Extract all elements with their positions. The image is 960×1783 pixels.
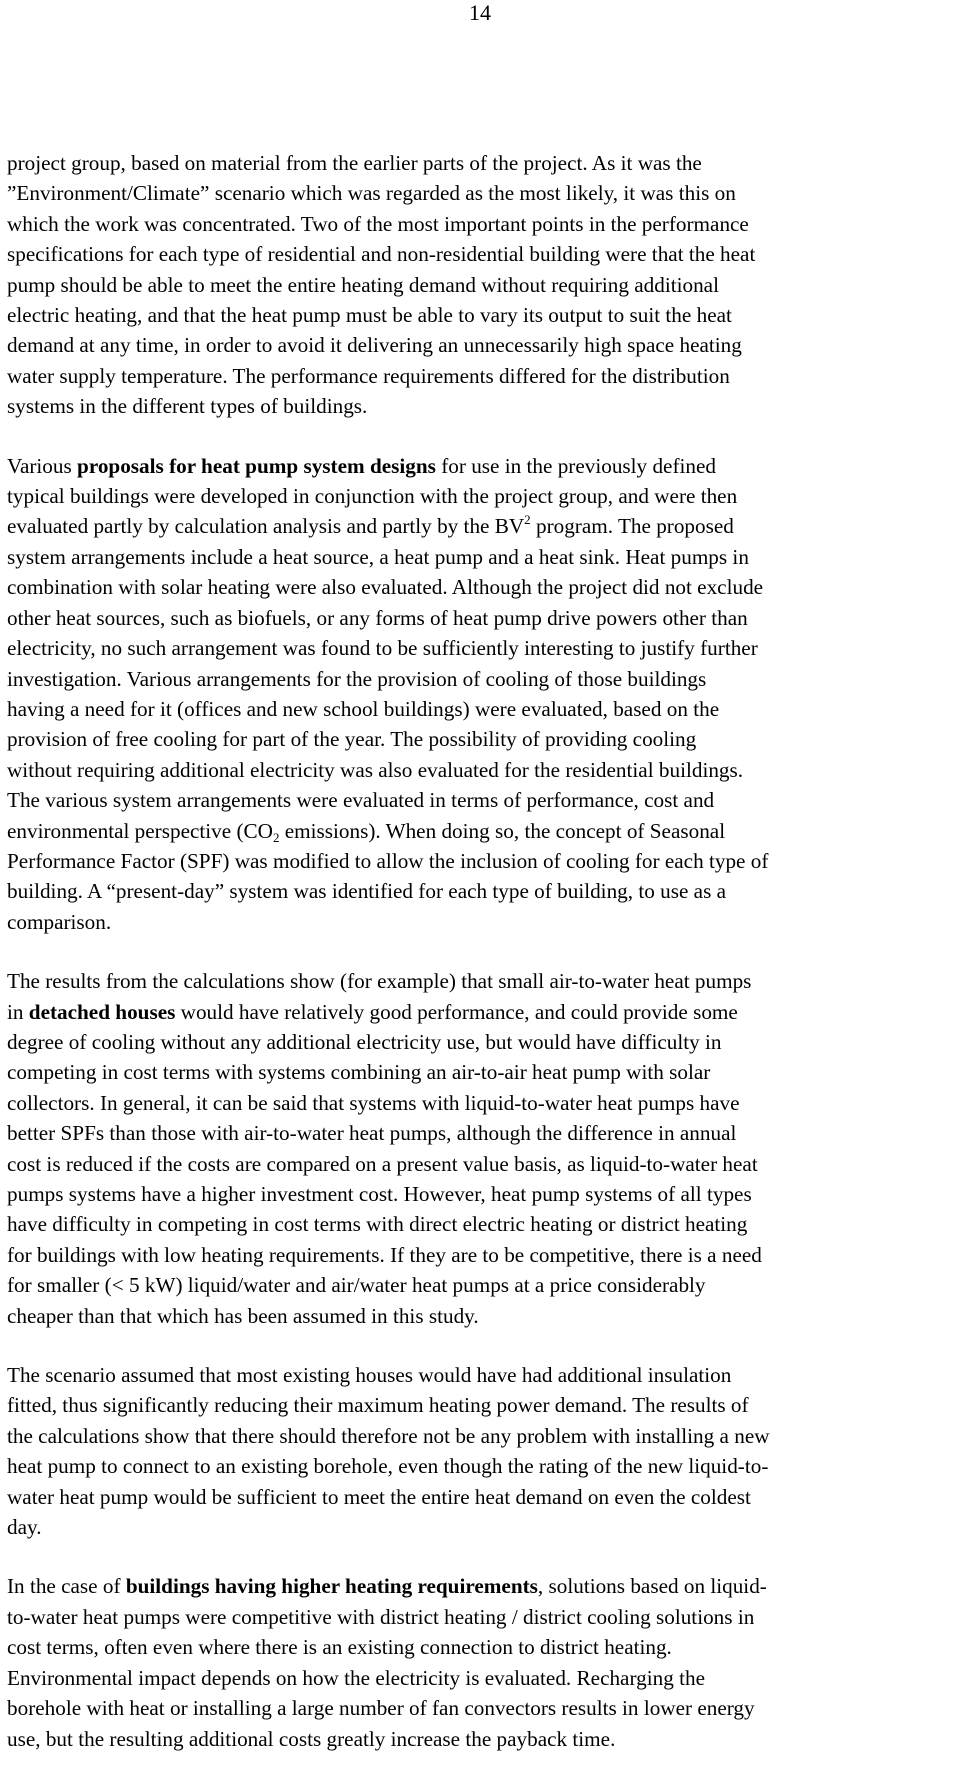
para-text: evaluated partly by calculation analysis and partly by the BV <box>7 514 525 539</box>
para-line: better SPFs than those with air-to-water heat pumps, although the difference in annual <box>7 1121 737 1146</box>
para-line: pumps systems have a higher investment cost. However, heat pump systems of all types <box>7 1182 752 1206</box>
para-line: electricity, no such arrangement was found to be sufficiently interesting to justify further <box>7 636 758 661</box>
para-line: cost is reduced if the costs are compared on a present value basis, as liquid-to-water heat <box>7 1151 758 1176</box>
para-line: have difficulty in competing in cost terms with direct electric heating or district heating <box>7 1212 748 1237</box>
para-line: heat pump to connect to an existing borehole, even though the rating of the new liquid-to- <box>7 1454 769 1479</box>
para-text: environmental perspective (CO <box>7 818 273 843</box>
para-line: water heat pump would be sufficient to meet the entire heat demand on even the coldest <box>7 1484 751 1509</box>
para-line: ”Environment/Climate” scenario which was regarded as the most likely, it was this on <box>7 181 736 206</box>
para-line: day. <box>7 1515 42 1540</box>
para-line: combination with solar heating were also evaluated. Although the project did not exclude <box>7 575 764 600</box>
para-line: pump should be able to meet the entire heating demand without requiring additional <box>7 272 719 297</box>
para-line: specifications for each type of residential and non-residential building were that the heat <box>7 242 756 267</box>
superscript: 2 <box>524 512 531 528</box>
para-text: In the case of <box>7 1574 126 1599</box>
bold-phrase: detached houses <box>28 999 176 1024</box>
page-number: 14 <box>469 0 491 25</box>
para-text: for use in the previously defined <box>435 453 716 478</box>
para-line: for buildings with low heating requirements. If they are to be competitive, there is a need <box>7 1242 762 1267</box>
para-line: The results from the calculations show (for example) that small air-to-water heat pumps <box>7 969 752 994</box>
para-line: to-water heat pumps were competitive with district heating / district cooling solutions in <box>7 1604 755 1629</box>
para-text: Various <box>7 453 78 478</box>
para-line: comparison. <box>7 909 112 934</box>
para-text: emissions). When doing so, the concept of Seasonal <box>279 818 726 843</box>
para-line: fitted, thus significantly reducing their maximum heating power demand. The results of <box>7 1393 749 1418</box>
para-line: typical buildings were developed in conjunction with the project group, and were then <box>7 484 738 509</box>
para-line: system arrangements include a heat source, a heat pump and a heat sink. Heat pumps in <box>7 544 749 569</box>
para-text: program. The proposed <box>530 514 734 539</box>
para-line: having a need for it (offices and new school buildings) were evaluated, based on the <box>7 696 720 721</box>
paragraph-3 <box>7 966 957 1331</box>
para-line: collectors. In general, it can be said that systems with liquid-to-water heat pumps have <box>7 1090 740 1115</box>
paragraph-4 <box>7 1360 957 1542</box>
para-line: without requiring additional electricity was also evaluated for the residential buildings. <box>7 757 744 782</box>
paragraph-5 <box>7 1571 957 1753</box>
para-line: water supply temperature. The performance requirements differed for the distribution <box>7 363 730 388</box>
para-line: Performance Factor (SPF) was modified to allow the inclusion of cooling for each type of <box>7 848 769 873</box>
para-line: demand at any time, in order to avoid it delivering an unnecessarily high space heating <box>7 333 742 358</box>
para-line: competing in cost terms with systems combining an air-to-air heat pump with solar <box>7 1060 711 1085</box>
bold-phrase: proposals for heat pump system designs <box>77 453 436 478</box>
para-line: The scenario assumed that most existing houses would have had additional insulation <box>7 1363 732 1388</box>
para-line: which the work was concentrated. Two of the most important points in the performance <box>7 211 749 236</box>
para-line: Environmental impact depends on how the electricity is evaluated. Recharging the <box>7 1665 705 1690</box>
document-body <box>7 148 957 1783</box>
paragraph-2 <box>7 451 957 938</box>
para-text: in <box>7 999 29 1024</box>
paragraph-1 <box>7 148 957 422</box>
para-line: cost terms, often even where there is an existing connection to district heating. <box>7 1635 672 1660</box>
para-line: project group, based on material from the earlier parts of the project. As it was the <box>7 151 702 175</box>
para-line: other heat sources, such as biofuels, or any forms of heat pump drive powers other than <box>7 605 748 630</box>
para-line: building. A “present-day” system was identified for each type of building, to use as a <box>7 879 727 904</box>
para-line: investigation. Various arrangements for the provision of cooling of those buildings <box>7 666 707 691</box>
para-line: systems in the different types of buildings. <box>7 394 368 419</box>
para-line: The various system arrangements were evaluated in terms of performance, cost and <box>7 788 715 813</box>
para-text: would have relatively good performance, and could provide some <box>175 999 738 1024</box>
para-line: use, but the resulting additional costs greatly increase the payback time. <box>7 1726 616 1751</box>
subscript: 2 <box>272 829 280 845</box>
para-line: cheaper than that which has been assumed in this study. <box>7 1303 479 1328</box>
para-text: , solutions based on liquid- <box>537 1574 767 1599</box>
para-line: degree of cooling without any additional electricity use, but would have difficulty in <box>7 1029 722 1054</box>
para-line: electric heating, and that the heat pump must be able to vary its output to suit the heat <box>7 303 732 328</box>
para-line: provision of free cooling for part of the year. The possibility of providing cooling <box>7 727 697 752</box>
bold-phrase: buildings having higher heating requirements <box>125 1574 538 1599</box>
para-line: for smaller (< 5 kW) liquid/water and air/water heat pumps at a price considerably <box>7 1273 706 1298</box>
para-line: the calculations show that there should therefore not be any problem with installing a new <box>7 1423 770 1448</box>
para-line: borehole with heat or installing a large number of fan convectors results in lower energy <box>7 1696 755 1721</box>
